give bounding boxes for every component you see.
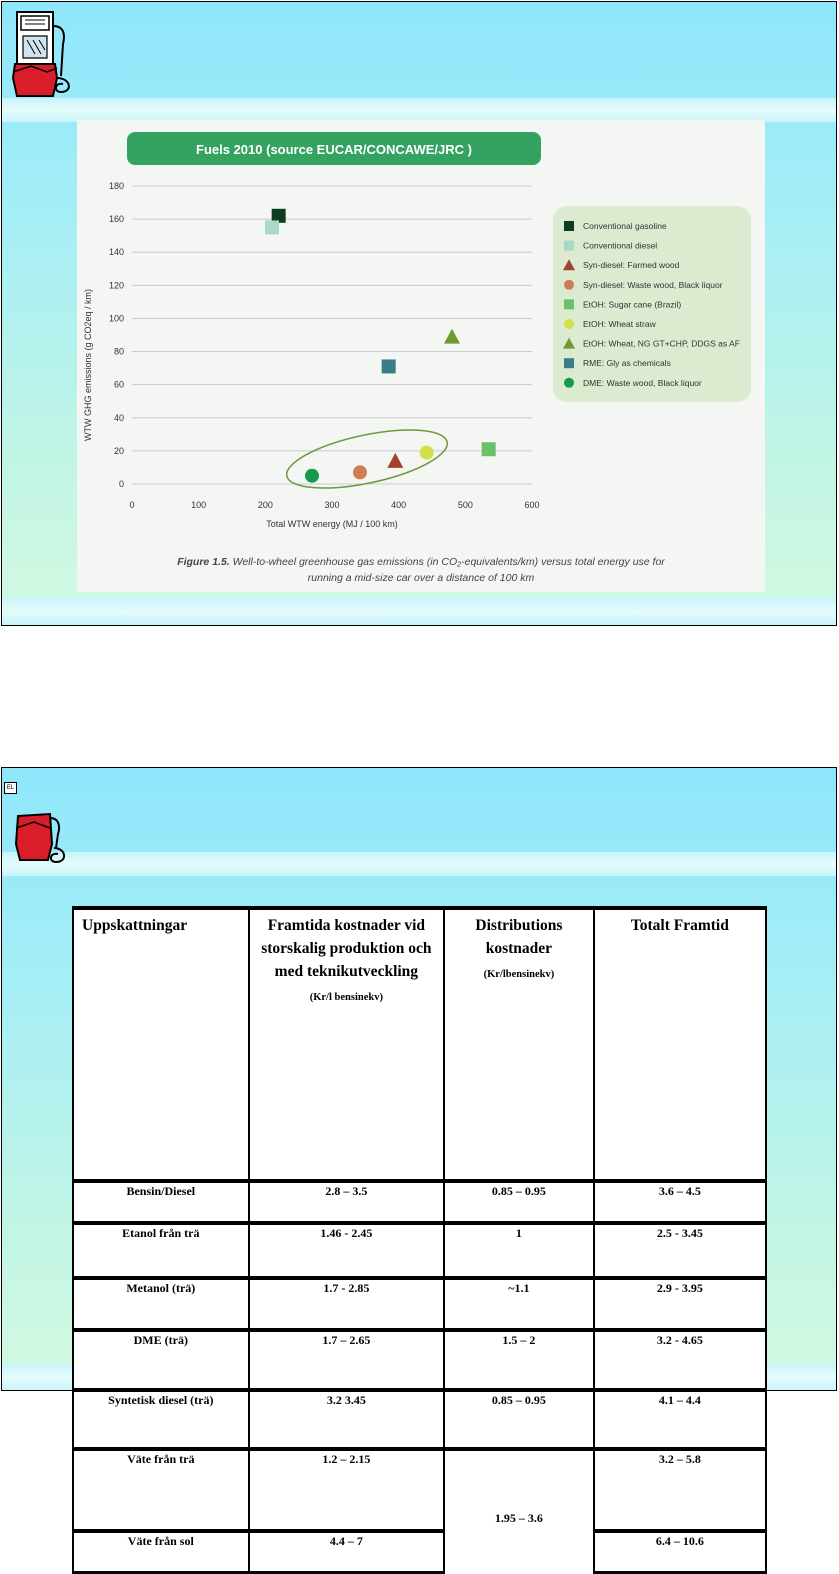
corner-mark: EL bbox=[4, 782, 17, 794]
legend-marker bbox=[564, 358, 574, 368]
legend-entry: RME: Gly as chemicals bbox=[583, 358, 671, 369]
row-name: Etanol från trä bbox=[73, 1223, 249, 1277]
table-row bbox=[73, 1181, 766, 1224]
table-row bbox=[73, 1390, 766, 1450]
row-name: Metanol (trä) bbox=[73, 1278, 249, 1330]
fuel-pump-logo-icon bbox=[12, 804, 72, 864]
row-name: Väte från trä bbox=[73, 1449, 249, 1531]
row-name: Syntetisk diesel (trä) bbox=[73, 1390, 249, 1450]
row-future: 1.7 – 2.65 bbox=[249, 1330, 444, 1390]
row-distribution: 0.85 – 0.95 bbox=[444, 1390, 594, 1450]
row-name: Väte från sol bbox=[73, 1531, 249, 1572]
row-total: 6.4 – 10.6 bbox=[594, 1531, 766, 1572]
row-total: 3.2 - 4.65 bbox=[594, 1330, 766, 1390]
row-future: 1.7 - 2.85 bbox=[249, 1278, 444, 1330]
data-point bbox=[353, 465, 367, 479]
legend-entry: Syn-diesel: Waste wood, Black liquor bbox=[583, 279, 723, 290]
y-tick-label: 40 bbox=[113, 412, 124, 423]
x-tick-label: 0 bbox=[129, 500, 135, 510]
row-future: 2.8 – 3.5 bbox=[249, 1181, 444, 1224]
data-point bbox=[305, 469, 319, 483]
row-total: 2.5 - 3.45 bbox=[594, 1223, 766, 1277]
data-point bbox=[482, 442, 496, 456]
y-tick-label: 80 bbox=[113, 346, 124, 357]
row-distribution: ~1.1 bbox=[444, 1278, 594, 1330]
row-total: 3.2 – 5.8 bbox=[594, 1449, 766, 1531]
x-tick-label: 200 bbox=[257, 500, 273, 510]
scatter-chart bbox=[77, 120, 765, 550]
legend-entry: Syn-diesel: Farmed wood bbox=[583, 260, 680, 271]
legend-marker bbox=[564, 378, 574, 388]
legend-marker bbox=[564, 319, 574, 329]
row-distribution: 1 bbox=[444, 1223, 594, 1277]
row-name: Bensin/Diesel bbox=[73, 1181, 249, 1224]
data-point bbox=[444, 329, 460, 344]
data-point bbox=[420, 446, 434, 460]
row-future: 1.46 - 2.45 bbox=[249, 1223, 444, 1277]
y-tick-label: 120 bbox=[108, 280, 124, 291]
y-axis-label: WTW GHG emissions (g CO2eq / km) bbox=[83, 288, 93, 442]
data-point bbox=[382, 359, 396, 373]
legend-entry: EtOH: Wheat straw bbox=[583, 319, 656, 329]
legend-marker bbox=[564, 299, 574, 309]
legend-entry: EtOH: Sugar cane (Brazil) bbox=[583, 299, 682, 310]
row-total: 4.1 – 4.4 bbox=[594, 1390, 766, 1450]
data-point bbox=[265, 220, 279, 234]
header-distribution-costs: Distributions kostnader (Kr/lbensinekv) bbox=[444, 908, 594, 1181]
x-axis-label: Total WTW energy (MJ / 100 km) bbox=[266, 519, 398, 529]
table-row bbox=[73, 1449, 766, 1531]
header-future-costs: Framtida kostnader vid storskalig produktion och med teknikutveckling (Kr/l bensinekv) bbox=[249, 908, 444, 1181]
legend-entry: EtOH: Wheat, NG GT+CHP, DDGS as AF bbox=[583, 338, 740, 349]
legend-marker bbox=[564, 241, 574, 251]
legend-entry: Conventional gasoline bbox=[583, 221, 667, 231]
row-future: 4.4 – 7 bbox=[249, 1531, 444, 1572]
x-tick-label: 400 bbox=[391, 500, 407, 510]
row-future: 1.2 – 2.15 bbox=[249, 1449, 444, 1531]
y-tick-label: 20 bbox=[113, 445, 124, 456]
legend-entry: Conventional diesel bbox=[583, 240, 658, 251]
y-tick-label: 0 bbox=[118, 479, 124, 489]
y-tick-label: 160 bbox=[108, 214, 124, 225]
row-distribution-merged: 1.95 – 3.6 bbox=[444, 1449, 594, 1572]
table-row bbox=[73, 1278, 766, 1330]
table-row bbox=[73, 1223, 766, 1277]
footer-band bbox=[2, 597, 836, 625]
caption-line-1: Well-to-wheel greenhouse gas emissions (in CO₂-equivalents/km) versus total energy use for bbox=[232, 556, 665, 568]
x-tick-label: 600 bbox=[524, 500, 540, 510]
table-row bbox=[73, 1330, 766, 1390]
chart-panel bbox=[77, 120, 765, 592]
row-total: 3.6 – 4.5 bbox=[594, 1181, 766, 1224]
slide-1 bbox=[1, 1, 837, 626]
header-band bbox=[2, 98, 836, 122]
row-name: DME (trä) bbox=[73, 1330, 249, 1390]
x-tick-label: 500 bbox=[457, 500, 473, 510]
legend-marker bbox=[564, 221, 574, 231]
header-future-unit: (Kr/l bensinekv) bbox=[309, 992, 383, 1003]
table-header-row bbox=[73, 908, 766, 1181]
header-band bbox=[2, 852, 836, 876]
row-distribution: 1.5 – 2 bbox=[444, 1330, 594, 1390]
row-future: 3.2 3.45 bbox=[249, 1390, 444, 1450]
header-distribution-unit: (Kr/lbensinekv) bbox=[483, 969, 555, 980]
header-total-future: Totalt Framtid bbox=[594, 908, 766, 1181]
x-tick-label: 100 bbox=[191, 500, 207, 510]
figure-caption bbox=[77, 554, 765, 586]
x-tick-label: 300 bbox=[324, 500, 340, 510]
y-tick-label: 140 bbox=[108, 247, 124, 258]
row-distribution: 0.85 – 0.95 bbox=[444, 1181, 594, 1224]
y-tick-label: 100 bbox=[108, 313, 124, 324]
y-tick-label: 180 bbox=[108, 181, 124, 191]
legend-entry: DME: Waste wood, Black liquor bbox=[583, 377, 702, 388]
chart-title: Fuels 2010 (source EUCAR/CONCAWE/JRC ) bbox=[196, 142, 472, 157]
slide-2 bbox=[1, 767, 837, 1549]
cost-table bbox=[72, 906, 767, 1574]
table-row bbox=[73, 1531, 766, 1572]
fuel-pump-logo-icon bbox=[7, 6, 77, 98]
header-estimates: Uppskattningar bbox=[73, 908, 249, 1181]
caption-label: Figure 1.5. bbox=[177, 556, 230, 568]
y-tick-label: 60 bbox=[113, 379, 124, 390]
row-total: 2.9 - 3.95 bbox=[594, 1278, 766, 1330]
data-point bbox=[387, 453, 403, 468]
caption-line-2: running a mid-size car over a distance of 100 km bbox=[307, 572, 535, 584]
legend-marker bbox=[564, 280, 574, 290]
